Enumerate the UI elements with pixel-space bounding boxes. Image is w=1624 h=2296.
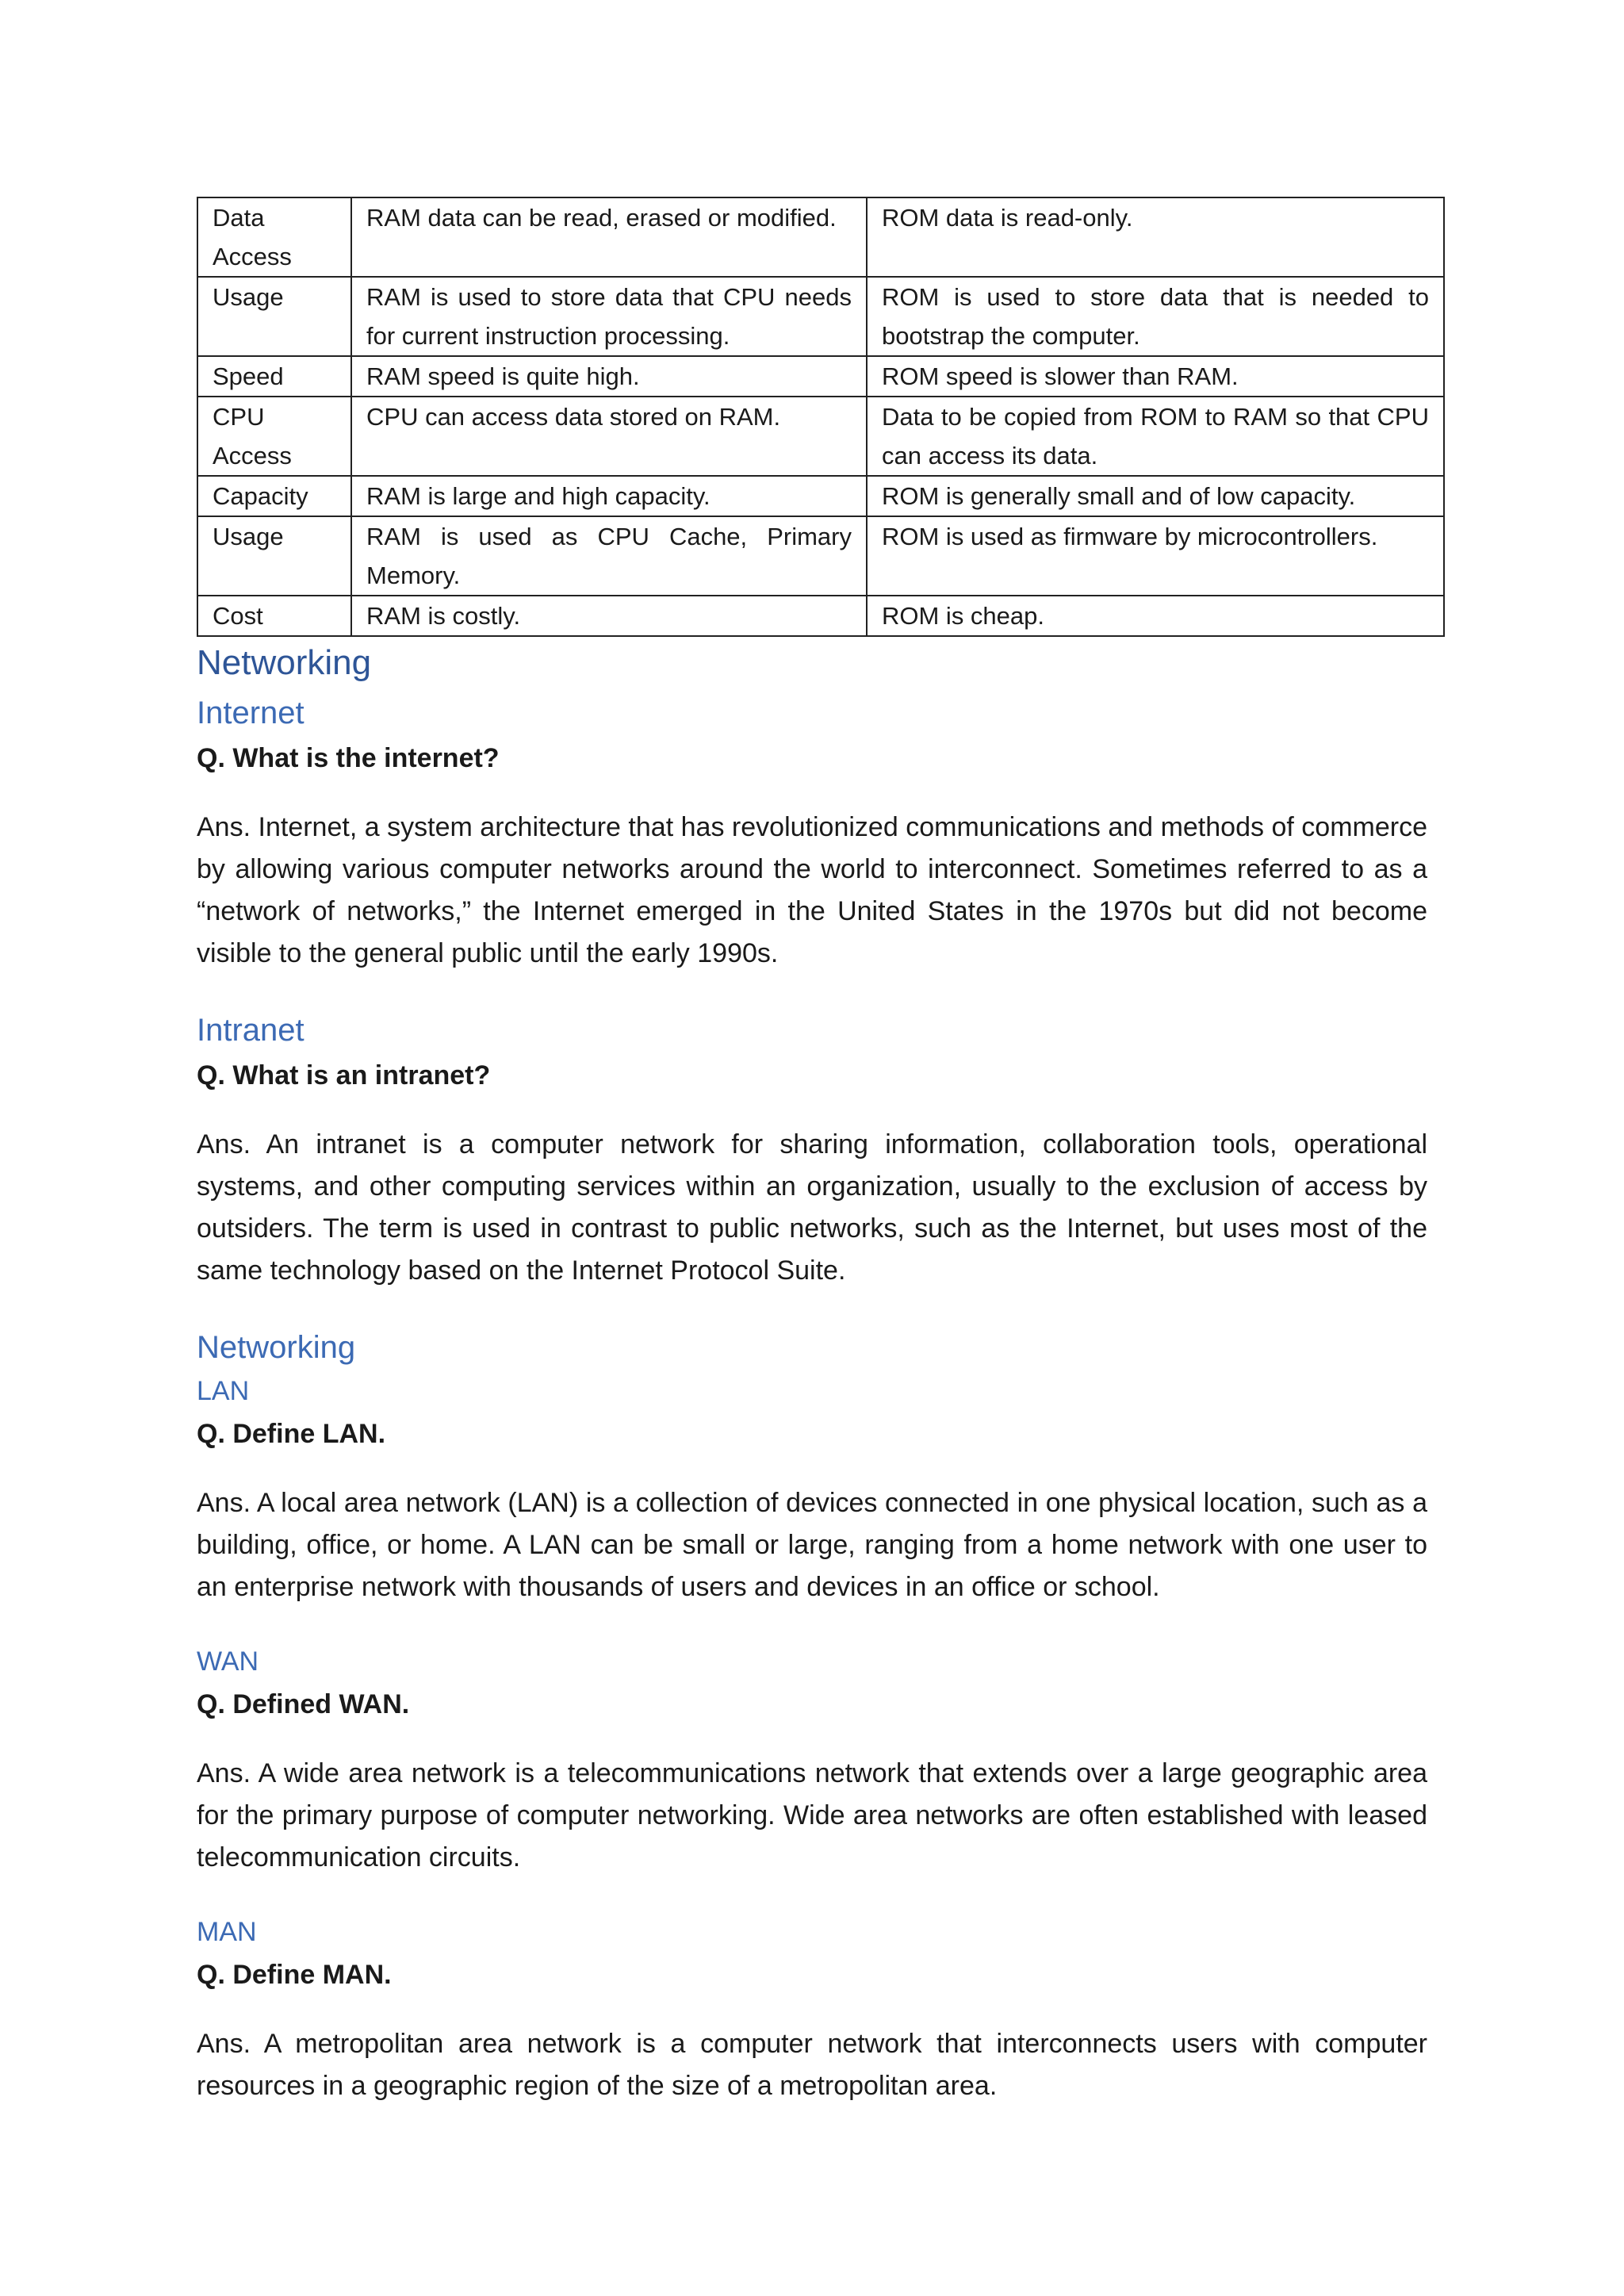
rom-cell: ROM is generally small and of low capacity. [867, 476, 1444, 516]
row-label: Capacity [197, 476, 351, 516]
ram-cell: CPU can access data stored on RAM. [351, 397, 867, 476]
networking-heading: Networking [197, 643, 372, 682]
rom-cell: ROM speed is slower than RAM. [867, 356, 1444, 397]
rom-cell: ROM is used to store data that is needed to bootstrap the computer. [867, 277, 1444, 356]
table-row [197, 356, 1444, 397]
table-row [197, 516, 1444, 596]
internet-heading: Internet [197, 696, 304, 730]
row-label: Cost [197, 596, 351, 636]
rom-cell: Data to be copied from ROM to RAM so that CPU can access its data. [867, 397, 1444, 476]
ram-rom-comparison-table [197, 197, 1445, 637]
lan-question: Q. Define LAN. [197, 1419, 386, 1449]
row-label: CPU Access [197, 397, 351, 476]
ram-cell: RAM data can be read, erased or modified. [351, 197, 867, 277]
internet-question: Q. What is the internet? [197, 743, 500, 773]
table-row [197, 596, 1444, 636]
networking-subheading: Networking [197, 1330, 356, 1365]
wan-answer: Ans. A wide area network is a telecommunications network that extends over a large geographic area for the primary purpose of computer networking. Wide area networks are often established with leased telecommunication circuits. [197, 1758, 1427, 1872]
man-question: Q. Define MAN. [197, 1960, 392, 1990]
lan-answer: Ans. A local area network (LAN) is a collection of devices connected in one physical location, such as a building, office, or home. A LAN can be small or large, ranging from a home network with one user to an enterprise network with thousands of users and devices in an office or school. [197, 1488, 1427, 1602]
ram-cell: RAM is used to store data that CPU needs for current instruction processing. [351, 277, 867, 356]
rom-cell: ROM is used as firmware by microcontrollers. [867, 516, 1444, 596]
rom-cell: ROM data is read-only. [867, 197, 1444, 277]
row-label: Data Access [197, 197, 351, 277]
intranet-answer: Ans. An intranet is a computer network for sharing information, collaboration tools, operational systems, and other computing services within an organization, usually to the exclusion of access by outsiders. The term is used in contrast to public networks, such as the Internet, but uses most of the same technology based on the Internet Protocol Suite. [197, 1129, 1427, 1286]
table-row [197, 397, 1444, 476]
row-label: Usage [197, 277, 351, 356]
table-row [197, 277, 1444, 356]
intranet-heading: Intranet [197, 1013, 304, 1048]
lan-heading: LAN [197, 1376, 250, 1406]
table-row [197, 197, 1444, 277]
internet-answer: Ans. Internet, a system architecture that has revolutionized communications and methods of commerce by allowing various computer networks around the world to interconnect. Sometimes referred to as a “network of networks,” the Internet emerged in the United States in the 1970s but did not become visible to the general public until the early 1990s. [197, 812, 1427, 968]
intranet-question: Q. What is an intranet? [197, 1060, 491, 1091]
ram-cell: RAM is large and high capacity. [351, 476, 867, 516]
wan-question: Q. Defined WAN. [197, 1689, 410, 1719]
rom-cell: ROM is cheap. [867, 596, 1444, 636]
man-answer: Ans. A metropolitan area network is a computer network that interconnects users with computer resources in a geographic region of the size of a metropolitan area. [197, 2029, 1427, 2101]
row-label: Usage [197, 516, 351, 596]
ram-cell: RAM speed is quite high. [351, 356, 867, 397]
ram-cell: RAM is costly. [351, 596, 867, 636]
table-row [197, 476, 1444, 516]
row-label: Speed [197, 356, 351, 397]
ram-cell: RAM is used as CPU Cache, Primary Memory. [351, 516, 867, 596]
document-page [197, 197, 1445, 2107]
wan-heading: WAN [197, 1646, 259, 1677]
man-heading: MAN [197, 1917, 257, 1947]
